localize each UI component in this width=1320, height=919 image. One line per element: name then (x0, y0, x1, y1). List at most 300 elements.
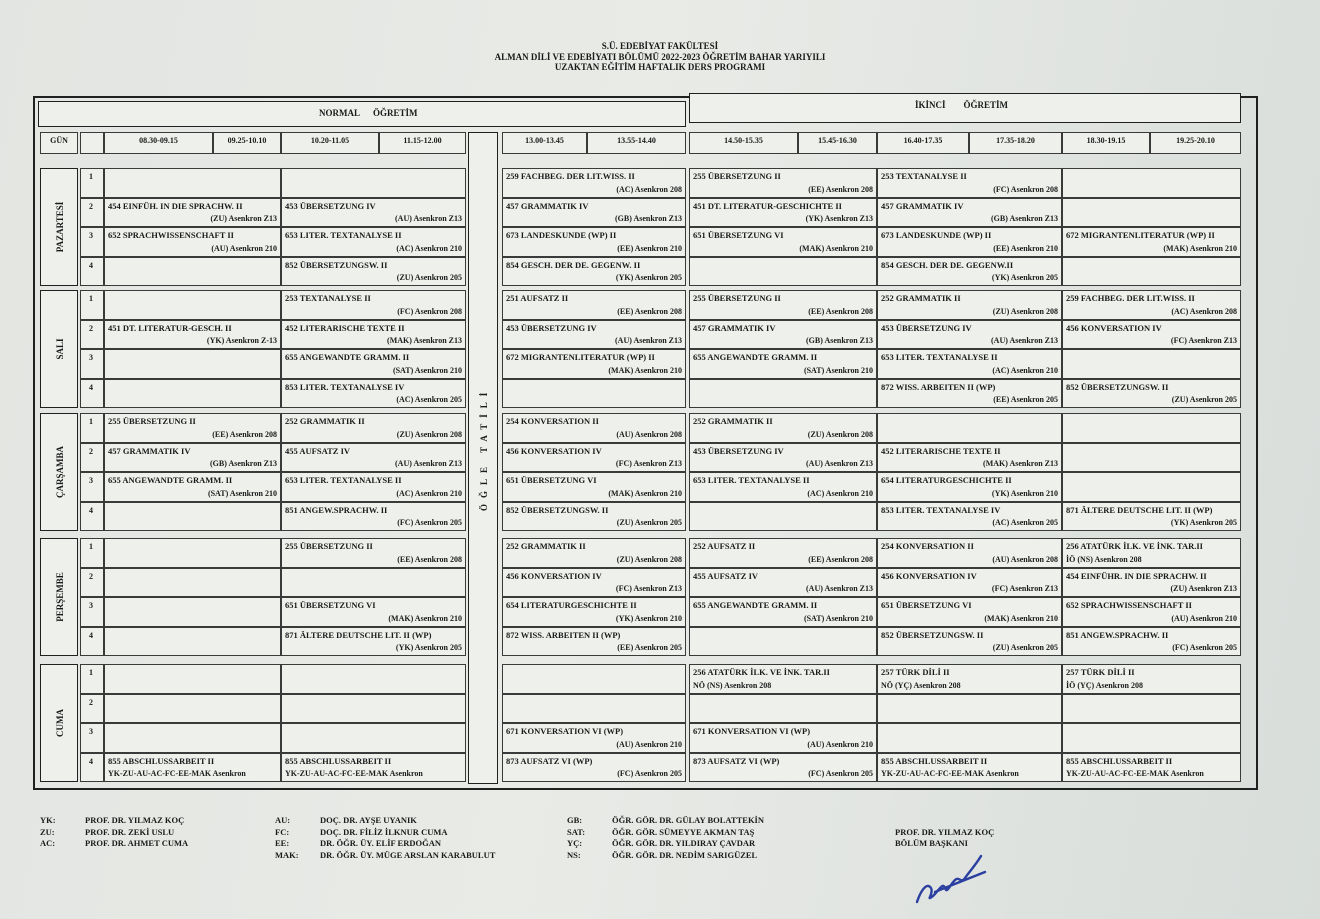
course-detail: YK-ZU-AU-AC-FC-EE-MAK Asenkron (285, 769, 423, 778)
course-title: 453 ÜBERSETZUNG IV (693, 445, 784, 456)
legend-code: FC: (275, 826, 290, 837)
period-number-cell (80, 443, 104, 473)
time-slot-header: 19.25-20.10 (1150, 132, 1241, 154)
empty-cell (104, 168, 281, 198)
course-detail: (YK) Asenkron 210 (615, 613, 682, 623)
course-detail: (ZU) Asenkron 208 (396, 429, 462, 439)
course-title: 455 AUFSATZ IV (285, 445, 351, 456)
course-title: 871 ÄLTERE DEUTSCHE LIT. II (WP) (285, 629, 432, 640)
course-detail: (FC) Asenkron 208 (993, 184, 1058, 194)
course-cell (281, 502, 466, 532)
course-cell (877, 568, 1062, 598)
course-detail: (SAT) Asenkron 210 (803, 365, 873, 375)
course-cell (689, 320, 877, 350)
course-detail: (GB) Asenkron Z13 (210, 459, 277, 468)
course-title: 453 ÜBERSETZUNG IV (881, 322, 972, 333)
course-detail: (AU) Asenkron Z13 (806, 459, 873, 468)
course-cell (877, 753, 1062, 783)
course-cell (689, 198, 877, 228)
day-label-cell (40, 168, 78, 286)
legend-code: AC: (40, 838, 56, 848)
course-title: 652 SPRACHWISSENSCHAFT II (108, 230, 234, 240)
course-title: 259 FACHBEG. DER LIT.WISS. II (506, 171, 635, 181)
course-cell (877, 472, 1062, 502)
empty-cell (1062, 472, 1241, 502)
lunch-break-column (468, 132, 498, 784)
course-cell (502, 443, 686, 473)
course-title: 651 ÜBERSETZUNG VI (506, 475, 597, 485)
course-detail: YK-ZU-AU-AC-FC-EE-MAK Asenkron (881, 769, 1019, 778)
course-title: 855 ABSCHLUSSARBEIT II (881, 755, 988, 766)
time-slot-header: 09.25-10.10 (213, 132, 281, 154)
course-cell (281, 413, 466, 443)
course-title: 873 AUFSATZ VI (WP) (506, 755, 593, 766)
course-cell (104, 227, 281, 257)
empty-cell (281, 723, 466, 753)
course-detail: İÖ (YÇ) Asenkron 208 (1066, 680, 1143, 690)
period-number-cell (80, 198, 104, 228)
empty-cell (1062, 257, 1241, 287)
period-number-cell (80, 597, 104, 627)
course-title: 455 AUFSATZ IV (693, 570, 759, 581)
day-label-cell (40, 664, 78, 782)
course-title: 855 ABSCHLUSSARBEIT II (285, 755, 392, 766)
course-title: 456 KONVERSATION IV (506, 570, 602, 581)
course-cell (281, 349, 466, 379)
normal-section-header (38, 101, 686, 127)
legend-instructor: PROF. DR. ZEKİ USLU (85, 826, 175, 837)
empty-cell (689, 257, 877, 287)
course-detail: (AU) Asenkron 210 (807, 739, 873, 749)
course-detail: (EE) Asenkron 208 (397, 554, 462, 564)
course-detail: (AU) Asenkron 210 (616, 739, 682, 749)
course-detail: (EE) Asenkron 210 (993, 243, 1058, 253)
period-number-cell (80, 379, 104, 409)
course-title: 253 TEXTANALYSE II (285, 293, 371, 303)
course-cell (689, 538, 877, 568)
course-cell (877, 627, 1062, 657)
course-detail: (ZU) Asenkron 208 (807, 429, 873, 439)
course-title: 855 ABSCHLUSSARBEIT II (108, 755, 215, 766)
course-detail: (YK) Asenkron 205 (615, 273, 682, 282)
course-title: 872 WISS. ARBEITEN II (WP) (881, 381, 996, 392)
course-title: 655 ANGEWANDTE GRAMM. II (693, 352, 818, 362)
course-cell (104, 413, 281, 443)
period-number: 2 (89, 323, 93, 333)
course-detail: NÖ (YÇ) Asenkron 208 (881, 680, 961, 690)
course-title: 673 LANDESKUNDE (WP) II (506, 230, 617, 240)
course-detail: (YK) Asenkron Z13 (805, 214, 873, 223)
empty-cell (104, 597, 281, 627)
course-cell (502, 627, 686, 657)
course-cell (877, 597, 1062, 627)
course-title: 454 EINFÜH. IN DIE SPRACHW. II (108, 200, 243, 211)
course-detail: (FC) Asenkron Z13 (1170, 336, 1237, 345)
course-cell (877, 198, 1062, 228)
empty-cell (104, 723, 281, 753)
course-cell (1062, 753, 1241, 783)
period-number-cell (80, 227, 104, 257)
time-slot-header: 14.50-15.35 (689, 132, 798, 154)
period-number-cell (80, 320, 104, 350)
course-detail: (ZU) Asenkron 205 (1171, 395, 1237, 404)
period-number-cell (80, 723, 104, 753)
legend-code: GB: (567, 815, 583, 825)
course-title: 257 TÜRK DİLİ II (881, 667, 950, 677)
period-number: 2 (89, 446, 93, 456)
course-title: 251 AUFSATZ II (506, 293, 569, 303)
period-number-cell (80, 472, 104, 502)
course-cell (689, 227, 877, 257)
course-detail: (GB) Asenkron Z13 (615, 214, 682, 223)
course-cell (1062, 597, 1241, 627)
course-detail: (AU) Asenkron 208 (992, 554, 1058, 564)
course-cell (502, 257, 686, 287)
course-title: 255 ÜBERSETZUNG II (285, 541, 373, 551)
empty-cell (689, 502, 877, 532)
course-detail: (YK) Asenkron 210 (991, 488, 1058, 498)
course-cell (104, 198, 281, 228)
course-cell (281, 538, 466, 568)
course-cell (689, 597, 877, 627)
empty-cell (104, 502, 281, 532)
course-detail: (AU) Asenkron 208 (616, 429, 682, 439)
day-name: PAZARTESİ (55, 201, 65, 253)
course-detail: (MAK) Asenkron 210 (1163, 243, 1237, 253)
course-detail: (AC) Asenkron 210 (396, 243, 462, 253)
course-title: 452 LITERARISCHE TEXTE II (285, 322, 405, 333)
course-cell (502, 320, 686, 350)
course-detail: (EE) Asenkron 208 (212, 429, 277, 439)
course-detail: (MAK) Asenkron Z13 (983, 459, 1058, 468)
day-label-cell (40, 413, 78, 531)
lunch-break-label: ÖĞLE TATİLİ (479, 386, 489, 511)
department-title: ALMAN DİLİ VE EDEBİYATI BÖLÜMÜ 2022-2023 ÖĞRETİM BAHAR YARIYILI (494, 52, 826, 62)
course-detail: (AC) Asenkron 205 (396, 395, 462, 404)
course-cell (1062, 664, 1241, 694)
course-title: 873 AUFSATZ VI (WP) (693, 755, 780, 766)
course-title: 451 DT. LITERATUR-GESCHICHTE II (693, 200, 842, 211)
course-detail: (AC) Asenkron 208 (616, 184, 682, 194)
legend-code: SAT: (567, 826, 586, 837)
course-detail: (AC) Asenkron 210 (396, 488, 462, 498)
empty-cell (104, 694, 281, 724)
course-detail: (YK) Asenkron 205 (395, 643, 462, 652)
legend-instructor: DR. ÖĞR. ÜY. ELİF ERDOĞAN (320, 838, 441, 848)
course-title: 852 ÜBERSETZUNGSW. II (1066, 381, 1169, 392)
course-cell (502, 502, 686, 532)
period-number: 4 (89, 630, 93, 640)
course-title: 654 LITERATURGESCHICHTE II (881, 475, 1012, 485)
course-cell (877, 290, 1062, 320)
legend-instructor: PROF. DR. YILMAZ KOÇ (85, 815, 185, 825)
course-detail: (AU) Asenkron Z13 (991, 336, 1058, 345)
course-cell (689, 413, 877, 443)
course-title: 651 ÜBERSETZUNG VI (285, 600, 376, 610)
course-detail: YK-ZU-AU-AC-FC-EE-MAK Asenkron (1066, 769, 1204, 778)
course-detail: (AU) Asenkron 210 (211, 243, 277, 253)
course-cell (877, 349, 1062, 379)
course-cell (1062, 502, 1241, 532)
time-slot-header: 13.55-14.40 (587, 132, 686, 154)
course-detail: (GB) Asenkron Z13 (991, 214, 1058, 223)
empty-cell (502, 694, 686, 724)
course-title: 457 GRAMMATIK IV (506, 200, 589, 211)
course-title: 855 ABSCHLUSSARBEIT II (1066, 755, 1173, 766)
course-title: 651 ÜBERSETZUNG VI (693, 230, 784, 240)
day-name: PERŞEMBE (55, 572, 65, 622)
period-number-cell (80, 257, 104, 287)
period-header (80, 132, 104, 154)
empty-cell (1062, 723, 1241, 753)
empty-cell (1062, 168, 1241, 198)
empty-cell (877, 413, 1062, 443)
course-title: 451 DT. LITERATUR-GESCH. II (108, 322, 232, 333)
period-number-cell (80, 538, 104, 568)
course-detail: (EE) Asenkron 205 (617, 643, 682, 652)
course-cell (104, 472, 281, 502)
course-cell (104, 443, 281, 473)
period-number: 1 (89, 542, 93, 551)
course-title: 852 ÜBERSETZUNGSW. II (285, 259, 388, 270)
course-cell (502, 198, 686, 228)
course-cell (877, 502, 1062, 532)
course-cell (1062, 568, 1241, 598)
period-number: 1 (89, 294, 93, 303)
course-title: 457 GRAMMATIK IV (881, 200, 964, 211)
time-slot-header: 15.45-16.30 (798, 132, 877, 154)
course-cell (502, 227, 686, 257)
course-detail: (MAK) Asenkron 210 (984, 613, 1058, 623)
course-cell (1062, 538, 1241, 568)
day-name: ÇARŞAMBA (55, 446, 65, 499)
empty-cell (104, 290, 281, 320)
course-title: 257 TÜRK DİLİ II (1066, 667, 1135, 677)
course-cell (281, 443, 466, 473)
empty-cell (689, 694, 877, 724)
period-number-cell (80, 664, 104, 694)
course-cell (689, 753, 877, 783)
course-title: 853 LITER. TEXTANALYSE IV (285, 381, 405, 392)
empty-cell (1062, 349, 1241, 379)
day-name: CUMA (55, 709, 65, 737)
course-title: 671 KONVERSATION VI (WP) (693, 726, 811, 736)
course-cell (281, 320, 466, 350)
course-cell (104, 753, 281, 783)
course-cell (689, 568, 877, 598)
period-number-cell (80, 627, 104, 657)
legend-code: MAK: (275, 849, 299, 860)
legend-code: NS: (567, 849, 581, 860)
course-cell (689, 723, 877, 753)
course-cell (104, 320, 281, 350)
evening-section-header (689, 93, 1241, 123)
faculty-title: S.Ü. EDEBİYAT FAKÜLTESİ (601, 41, 719, 51)
signer-name: PROF. DR. YILMAZ KOÇ (895, 827, 995, 837)
course-detail: (FC) Asenkron Z13 (615, 584, 682, 593)
empty-cell (502, 379, 686, 409)
course-cell (281, 227, 466, 257)
period-number-cell (80, 694, 104, 724)
course-detail: (MAK) Asenkron 210 (608, 365, 682, 375)
course-title: 851 ANGEW.SPRACHW. II (285, 504, 388, 515)
course-title: 253 TEXTANALYSE II (881, 171, 967, 181)
time-slot-header: 17.35-18.20 (969, 132, 1062, 154)
empty-cell (1062, 694, 1241, 724)
time-slot-header: 16.40-17.35 (877, 132, 969, 154)
course-cell (877, 168, 1062, 198)
evening-section-title: İKİNCİ ÖĞRETİM (915, 100, 1009, 110)
empty-cell (104, 627, 281, 657)
legend-instructor: PROF. DR. AHMET CUMA (85, 838, 189, 848)
course-detail: (ZU) Asenkron Z13 (210, 214, 277, 223)
course-cell (502, 168, 686, 198)
course-detail: (ZU) Asenkron 208 (992, 306, 1058, 316)
course-detail: (FC) Asenkron 208 (397, 306, 462, 316)
course-cell (502, 349, 686, 379)
course-cell (689, 290, 877, 320)
period-number-cell (80, 168, 104, 198)
course-cell (689, 349, 877, 379)
course-title: 456 KONVERSATION IV (506, 445, 602, 456)
course-title: 452 LITERARISCHE TEXTE II (881, 445, 1001, 456)
course-title: 259 FACHBEG. DER LIT.WISS. II (1066, 293, 1195, 303)
empty-cell (104, 349, 281, 379)
course-cell (877, 257, 1062, 287)
period-number: 3 (89, 727, 93, 736)
course-title: 252 GRAMMATIK II (881, 293, 961, 303)
course-detail: (YK) Asenkron 205 (991, 273, 1058, 282)
legend-code: AU: (275, 815, 291, 825)
course-title: 673 LANDESKUNDE (WP) II (881, 230, 992, 240)
course-title: 671 KONVERSATION VI (WP) (506, 726, 624, 736)
course-title: 457 GRAMMATIK IV (693, 322, 776, 333)
course-title: 654 LITERATURGESCHICHTE II (506, 600, 637, 610)
course-detail: (MAK) Asenkron Z13 (387, 336, 462, 345)
course-detail: (AU) Asenkron Z13 (615, 336, 682, 345)
gun-header: GÜN (40, 132, 78, 154)
period-number: 1 (89, 668, 93, 677)
course-detail: (FC) Asenkron Z13 (615, 459, 682, 468)
course-detail: (EE) Asenkron 208 (808, 184, 873, 194)
course-cell (1062, 320, 1241, 350)
course-title: 453 ÜBERSETZUNG IV (285, 200, 376, 211)
course-detail: (ZU) Asenkron 205 (396, 273, 462, 282)
time-slot-header: 10.20-11.05 (281, 132, 379, 154)
course-cell (689, 168, 877, 198)
period-number: 4 (89, 260, 93, 270)
time-slot-header: 08.30-09.15 (104, 132, 213, 154)
legend-code: ZU: (40, 826, 55, 837)
course-title: 672 MIGRANTENLITERATUR (WP) II (1066, 230, 1215, 240)
course-title: 456 KONVERSATION IV (1066, 322, 1162, 333)
normal-section-title: NORMAL ÖĞRETİM (319, 108, 418, 118)
course-cell (502, 597, 686, 627)
course-cell (689, 443, 877, 473)
period-number-cell (80, 568, 104, 598)
period-number: 3 (89, 231, 93, 240)
course-cell (1062, 627, 1241, 657)
course-title: 456 KONVERSATION IV (881, 570, 977, 581)
course-cell (689, 472, 877, 502)
course-detail: NÖ (NS) Asenkron 208 (693, 680, 772, 690)
course-detail: (YK) Asenkron Z-13 (206, 336, 277, 345)
period-number-cell (80, 349, 104, 379)
period-number: 2 (89, 697, 93, 707)
course-detail: (MAK) Asenkron 210 (799, 243, 873, 253)
legend-instructor: ÖĞR. GÖR. DR. GÜLAY BOLATTEKİN (612, 815, 764, 825)
course-title: 256 ATATÜRK İLK. VE İNK. TAR.II (693, 667, 830, 677)
period-number: 2 (89, 201, 93, 211)
course-detail: (AC) Asenkron 210 (807, 488, 873, 498)
course-detail: (AU) Asenkron Z13 (395, 459, 462, 468)
course-cell (502, 753, 686, 783)
empty-cell (281, 694, 466, 724)
period-number-cell (80, 290, 104, 320)
empty-cell (877, 723, 1062, 753)
empty-cell (281, 168, 466, 198)
course-detail: (YK) Asenkron 205 (1170, 518, 1237, 527)
course-cell (502, 723, 686, 753)
empty-cell (1062, 443, 1241, 473)
course-title: 256 ATATÜRK İLK. VE İNK. TAR.II (1066, 541, 1203, 551)
course-cell (877, 227, 1062, 257)
course-cell (281, 753, 466, 783)
period-number: 3 (89, 353, 93, 362)
empty-cell (104, 538, 281, 568)
course-cell (281, 290, 466, 320)
course-cell (281, 472, 466, 502)
course-title: 252 GRAMMATIK II (506, 541, 586, 551)
legend-code: YÇ: (567, 838, 583, 848)
course-detail: (EE) Asenkron 208 (617, 306, 682, 316)
course-detail: (AU) Asenkron 210 (1171, 613, 1237, 623)
course-detail: (EE) Asenkron 205 (993, 395, 1058, 404)
empty-cell (104, 568, 281, 598)
period-number: 3 (89, 601, 93, 610)
course-cell (877, 664, 1062, 694)
period-number: 4 (89, 382, 93, 392)
empty-cell (877, 694, 1062, 724)
course-cell (1062, 227, 1241, 257)
course-title: 871 ÄLTERE DEUTSCHE LIT. II (WP) (1066, 504, 1213, 515)
course-detail: (GB) Asenkron Z13 (806, 336, 873, 345)
course-detail: (MAK) Asenkron 210 (608, 488, 682, 498)
time-slot-header: 18.30-19.15 (1062, 132, 1150, 154)
course-title: 252 GRAMMATIK II (693, 416, 773, 426)
course-cell (877, 443, 1062, 473)
course-detail: (ZU) Asenkron 208 (616, 554, 682, 564)
course-cell (281, 597, 466, 627)
course-cell (502, 472, 686, 502)
course-detail: (AU) Asenkron Z13 (395, 214, 462, 223)
course-detail: YK-ZU-AU-AC-FC-EE-MAK Asenkron (108, 769, 246, 778)
program-title: UZAKTAN EĞİTİM HAFTALIK DERS PROGRAMI (554, 62, 766, 72)
course-detail: (MAK) Asenkron 210 (388, 613, 462, 623)
empty-cell (689, 627, 877, 657)
legend-instructor: DR. ÖĞR. ÜY. MÜGE ARSLAN KARABULUT (320, 849, 496, 860)
course-title: 851 ANGEW.SPRACHW. II (1066, 629, 1169, 640)
signature-mark (905, 846, 995, 908)
period-number: 2 (89, 571, 93, 581)
course-cell (1062, 290, 1241, 320)
course-title: 255 ÜBERSETZUNG II (693, 171, 781, 181)
course-detail: (FC) Asenkron 205 (808, 769, 873, 778)
course-cell (281, 627, 466, 657)
period-number-cell (80, 502, 104, 532)
course-title: 854 GESCH. DER DE. GEGENW. II (506, 259, 641, 270)
course-detail: (SAT) Asenkron 210 (207, 488, 277, 498)
